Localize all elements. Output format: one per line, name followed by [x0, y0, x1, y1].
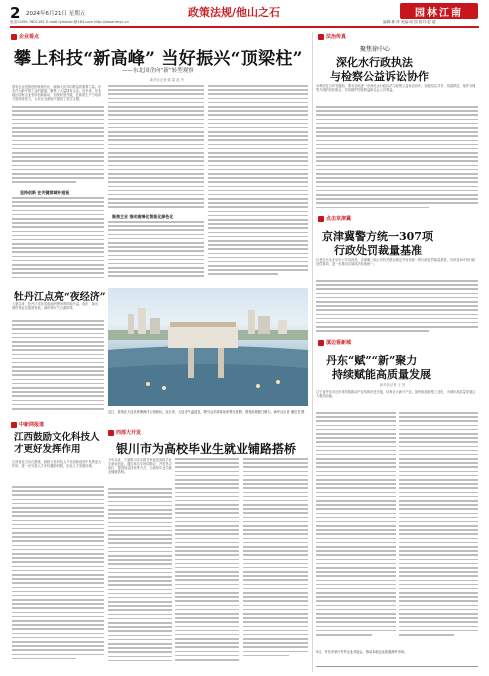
article-headline-line-a: 丹东“赋”“新”聚力 [326, 354, 418, 367]
column-divider [312, 32, 313, 672]
issue-date: 2024年6月21日 星期五 [26, 11, 86, 17]
article-body-lines [208, 85, 308, 283]
article-headline: 牡丹江点亮“夜经济” [14, 292, 106, 303]
section-tag: 法治传真 [318, 32, 346, 41]
section-tag: 中新网报道 [11, 420, 44, 429]
article-body-lines [12, 320, 104, 416]
article-body: 记者近日从北京市公安局获悉，京津冀三地公安机关联合制定并发布统一的行政处罚裁量基准，共涉及307项行政处罚事项，进一步推动区域执法标准统一。 [316, 258, 476, 266]
footer-rule [316, 666, 478, 667]
article-body-lines [108, 221, 204, 283]
news-photo [108, 288, 308, 406]
masthead-rule [10, 26, 479, 28]
article-body-lines [399, 412, 478, 646]
article-body: 今年以来，宁夏银川市多措并举促进高校毕业生就业创业，通过举办专场招聘会、开发见习岗位、提供创业扶持等方式，为高校毕业生就业铺路搭桥。 [108, 458, 172, 474]
article-body-lines [108, 488, 172, 670]
section-title: 政策法规/他山之石 [188, 6, 281, 19]
article-body-lines [316, 412, 396, 646]
article-body: 入夏以来，牡丹江市各类夜间消费场景持续升温，夜市、演出、餐饮等业态蓬勃发展，城市烟火气日渐浓厚。 [12, 302, 102, 310]
contact-line: 电话:0459-7601161 E-mail:lymeixin@163.com http://www.lmyc.cn [10, 20, 129, 24]
section-tag: 西部大开发 [108, 428, 141, 437]
article-body: 江西省近日出台措施，鼓励文化科技人才在创新创造中发挥更大作用，进一步完善人才评价激励机制，优化人才发展环境。 [12, 460, 102, 468]
article-headline: 银川市为高校毕业生就业铺路搭桥 [116, 442, 297, 456]
article-body-lines [316, 280, 478, 336]
section-tag: 点击京津冀 [318, 214, 351, 223]
article-body-lines [12, 486, 104, 670]
article-headline-line-a: 聚焦徐中心 [360, 46, 391, 53]
article-subhead: ——东北国企向“新”转型观察 [122, 68, 194, 74]
photo-caption: 近日，游客在大连老虎滩海洋公园游玩。连日来，大连市气温适宜，吸引众多游客前来观光度假，感受滨城夏日魅力。新华社记者 潘昱龙 摄 [108, 410, 305, 414]
editor-line: 编辑:林 萍 美编:周 园 校对:赵 超 [383, 20, 436, 24]
article-headline-line-a: 京津冀警方统一307项 [322, 230, 433, 243]
article-headline-line-b: 行政处罚裁量基准 [334, 244, 422, 257]
article-body-lines [12, 197, 104, 283]
article-body-lines [108, 85, 204, 213]
article-headline-line-c: 与检察公益诉讼协作 [330, 70, 429, 83]
section-tag: 企业看点 [11, 32, 39, 41]
article-byline: 新华社记者 王 昊 [380, 383, 406, 387]
article-subhead-2: 坚持创新 在关键领域补短板 [20, 190, 70, 195]
article-headline: 江西鼓励文化科技人才更好发挥作用 [14, 432, 100, 455]
article-headline: 攀上科技“新高峰” 当好振兴“顶梁柱” [14, 49, 303, 69]
article-headline-line-b: 深化水行政执法 [336, 56, 413, 69]
article-body: 国有企业是推进国家现代化、保障人民共同利益的重要力量。东北作为新中国工业的摇篮，聚集了大量国有企业。近年来，东北地区国有企业坚持创新驱动，加快转型升级，在新质生产力培育方面持续发力，为东北全面振兴提供了坚实支撑。 [12, 85, 102, 101]
article-byline: 新华社记者 姚 雷 赵 丹 [150, 78, 184, 82]
article-body-lines [243, 458, 308, 670]
page-number: 2 [10, 4, 21, 22]
article-subhead-3: 聚焦主业 推动高端化智能化绿色化 [112, 214, 174, 219]
article-body-lines [12, 106, 104, 188]
article-body-lines [175, 458, 239, 670]
article-body: 水利部近日印发通知，要求各地进一步深化水行政执法与检察公益诉讼协作，加强信息共享、线索移送、案件办理等方面的协作配合，共同维护国家利益和社会公共利益。 [316, 84, 476, 92]
section-tag: 滇边看新城 [318, 338, 351, 347]
article-body: 辽宁省丹东市近年来持续推动产业结构优化升级，培育壮大新兴产业，加快推进新型工业化，为城市高质量发展注入强劲动能。 [316, 390, 476, 398]
article-body-lines [316, 106, 478, 214]
article-headline-line-b: 持续赋能高质量发展 [332, 368, 431, 381]
footer-note: 5月，丹东市举行外贸企业对接会，推动本地企业拓展海外市场。 [316, 650, 408, 654]
newspaper-logo-text: 园林江南 [415, 8, 463, 19]
photo-scene [108, 288, 308, 406]
